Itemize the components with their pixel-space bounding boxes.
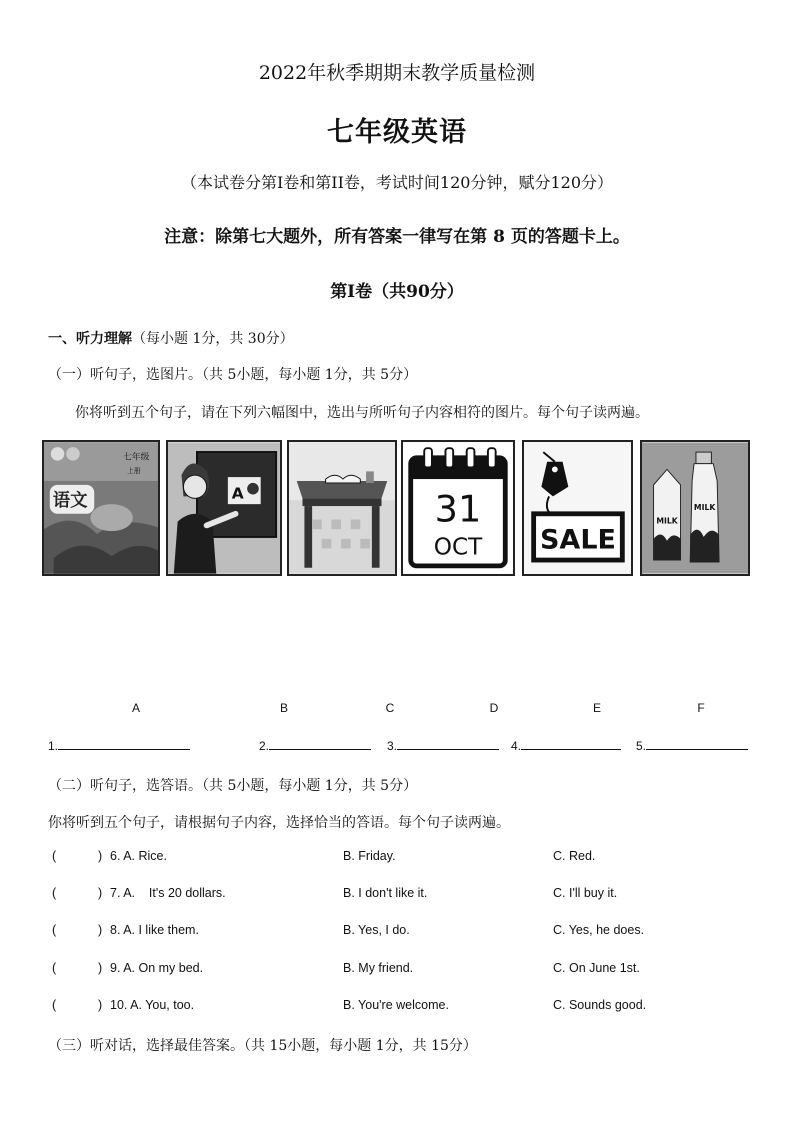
textbook-volume-text: 上册 [127,467,141,476]
textbook-subject-text: 语文 [52,491,88,512]
blackboard-letter: A [231,484,244,503]
answer-paren-close: ) [98,923,103,937]
answer-paren-close: ) [98,961,103,975]
option-a: 9. A. On my bed. [110,961,204,975]
textbook-cover-icon [44,442,158,574]
answer-paren-close: ) [98,886,103,900]
answer-paren-open[interactable]: ( [52,961,57,975]
desk-with-book-icon [289,442,395,574]
picture-letter-a: A [131,701,140,715]
answer-paren-open[interactable]: ( [52,886,57,900]
picture-f [640,440,750,576]
subject-title: 七年级英语 [327,117,467,148]
picture-letter-e: E [592,701,601,715]
milk-cartons-icon [642,442,748,574]
calendar-month: OCT [433,534,483,561]
answer-blank-5[interactable] [636,737,748,753]
picture-letter-b: B [279,701,288,715]
option-a: 10. A. You, too. [110,998,195,1012]
textbook-grade-text: 七年级 [123,452,150,463]
picture-d [401,440,515,576]
option-b: B. I don't like it. [343,886,428,900]
answer-blank-4[interactable] [511,737,621,753]
answer-paren-open[interactable]: ( [52,923,57,937]
option-b: B. Yes, I do. [343,923,410,937]
option-b: B. You're welcome. [343,998,449,1012]
answer-blank-3[interactable] [387,737,499,753]
section1-title: 一、听力理解 [48,331,132,347]
picture-letter-f: F [697,701,705,715]
option-b: B. My friend. [343,961,414,975]
answer-blank-2[interactable] [259,737,371,753]
answer-paren-close: ) [98,849,103,863]
part1-title: （一）听句子，选图片。（共 5小题，每小题 1分，共 5分） [48,367,418,383]
blank-number: 4. [511,739,522,753]
picture-e [522,440,633,576]
picture-letter-d: D [489,701,499,715]
part3-title: （三）听对话，选择最佳答案。（共 15小题，每小题 1分，共 15分） [48,1038,477,1054]
sale-tag-icon [524,442,631,574]
answer-blank-1[interactable] [48,737,190,753]
exam-title: 2022年秋季期期末教学质量检测 [258,62,536,84]
volume-title: 第Ⅰ卷（共90分） [330,282,464,302]
part2-instruction: 你将听到五个句子，请根据句子内容，选择恰当的答语。每个句子读两遍。 [48,815,510,831]
blank-number: 2. [259,739,270,753]
section1-note: （每小题 1分，共 30分） [132,331,294,347]
milk-label-2: MILK [693,502,716,512]
notice: 注意：除第七大题外，所有答案一律写在第 8 页的答题卡上。 [164,227,630,247]
blank-number: 3. [387,739,398,753]
part1-instruction: 你将听到五个句子，请在下列六幅图中，选出与所听句子内容相符的图片。每个句子读两遍。 [75,405,649,421]
picture-b [166,440,282,576]
answer-paren-close: ) [98,998,103,1012]
option-a: 8. A. I like them. [110,923,199,937]
picture-c [287,440,397,576]
option-a: 6. A. Rice. [110,849,167,863]
sale-text: SALE [540,524,616,556]
calendar-icon [403,442,513,574]
answer-paren-open[interactable]: ( [52,998,57,1012]
option-b: B. Friday. [343,849,396,863]
picture-a [42,440,160,576]
option-c: C. Red. [553,849,596,863]
option-c: C. Yes, he does. [553,923,645,937]
exam-info: （本试卷分第Ⅰ卷和第II卷，考试时间120分钟，赋分120分） [180,173,614,192]
calendar-day: 31 [434,487,482,531]
picture-letter-c: C [385,701,395,715]
option-c: C. On June 1st. [553,961,640,975]
part2-title: （二）听句子，选答语。（共 5小题，每小题 1分，共 5分） [48,778,418,794]
option-c: C. Sounds good. [553,998,647,1012]
option-a: 7. A. It's 20 dollars. [110,886,226,900]
blank-number: 1. [48,739,59,753]
blank-number: 5. [636,739,647,753]
teacher-at-blackboard-icon [168,442,280,574]
option-c: C. I'll buy it. [553,886,618,900]
answer-paren-open[interactable]: ( [52,849,57,863]
milk-label-1: MILK [656,516,678,526]
section1-heading [48,328,294,348]
